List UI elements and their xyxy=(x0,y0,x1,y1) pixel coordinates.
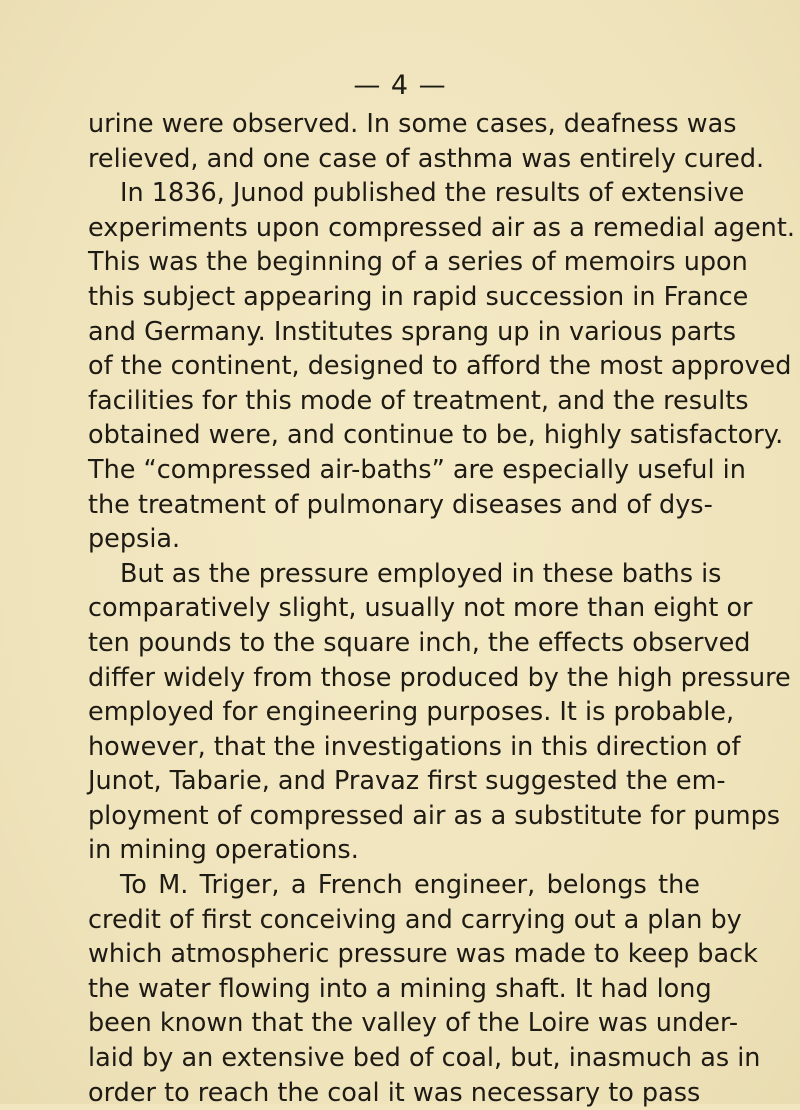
text-line: of the continent, designed to afford the most approved xyxy=(88,351,792,382)
text-line: comparatively slight, usually not more than eight or xyxy=(88,593,753,624)
text-line: obtained were, and continue to be, highly satisfactory. xyxy=(88,420,784,451)
text-line: facilities for this mode of treatment, and the results xyxy=(88,385,749,416)
text-line: in mining operations. xyxy=(88,835,359,866)
text-line: employed for engineering purposes. It is probable, xyxy=(88,697,735,728)
text-line: laid by an extensive bed of coal, but, inasmuch as in xyxy=(88,1043,761,1074)
text-line: the water flowing into a mining shaft. It had long xyxy=(88,973,712,1004)
text-line: experiments upon compressed air as a remedial agent. xyxy=(88,212,795,243)
text-line: been known that the valley of the Loire was under- xyxy=(88,1008,739,1039)
text-line: The “compressed air-baths” are especially useful in xyxy=(88,454,746,485)
text-line: the treatment of pulmonary diseases and of dys- xyxy=(88,489,713,520)
text-line: differ widely from those produced by the high pressure xyxy=(88,662,791,693)
text-line: pepsia. xyxy=(88,524,181,555)
text-line: and Germany. Institutes sprang up in various parts xyxy=(88,316,737,347)
text-line: To M. Triger, a French engineer, belongs the xyxy=(120,870,700,901)
text-line: however, that the investigations in this direction of xyxy=(88,731,741,762)
text-line: In 1836, Junod published the results of extensive xyxy=(120,178,745,209)
text-line: urine were observed. In some cases, deafness was xyxy=(88,109,737,139)
text-line: which atmospheric pressure was made to keep back xyxy=(88,939,758,970)
page-number: — 4 — xyxy=(353,70,447,101)
text-line: credit of first conceiving and carrying out a plan by xyxy=(88,904,742,935)
text-line: ployment of compressed air as a substitute for pumps xyxy=(88,800,781,831)
body-text xyxy=(88,107,795,1110)
text-line: this subject appearing in rapid succession in France xyxy=(88,281,749,312)
text-line: Junot, Tabarie, and Pravaz first suggested the em- xyxy=(88,766,726,797)
text-line: relieved, and one case of asthma was entirely cured. xyxy=(88,143,765,174)
text-line: But as the pressure employed in these baths is xyxy=(120,558,722,589)
text-line: ten pounds to the square inch, the effects observed xyxy=(88,627,751,658)
text-line: This was the beginning of a series of memoirs upon xyxy=(88,247,748,278)
text-line: order to reach the coal it was necessary to pass xyxy=(88,1077,701,1108)
